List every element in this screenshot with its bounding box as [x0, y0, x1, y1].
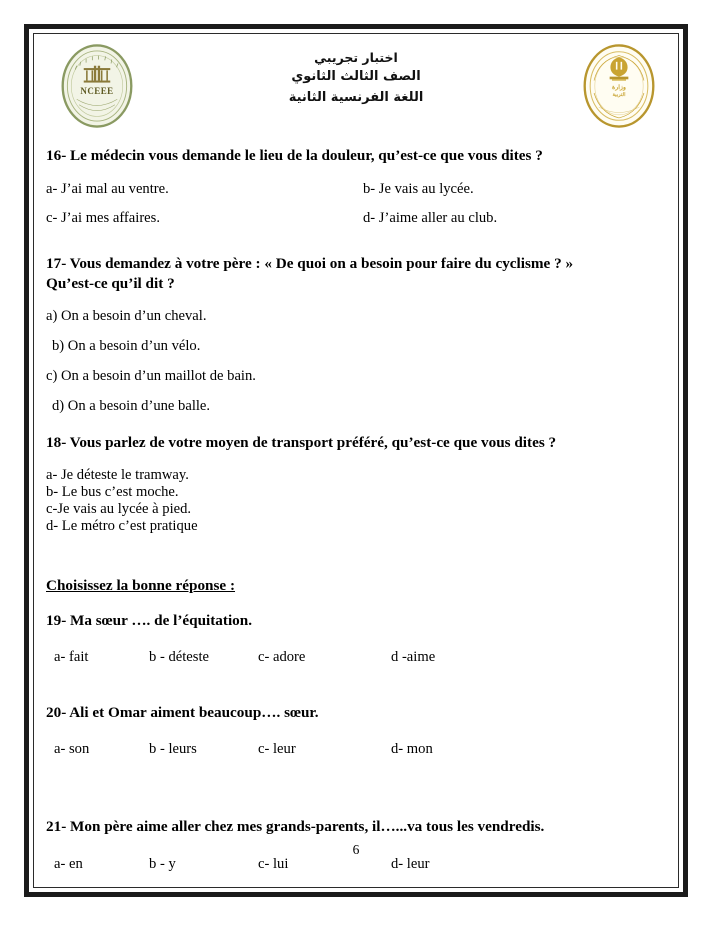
question-19-option-b[interactable]: b - déteste	[149, 649, 209, 666]
question-21-option-b[interactable]: b - y	[149, 855, 176, 872]
question-18-option-b[interactable]: b- Le bus c’est moche.	[46, 483, 179, 500]
question-16	[46, 146, 666, 238]
page-header	[46, 34, 666, 146]
question-18	[46, 433, 666, 535]
question-18-stem: 18- Vous parlez de votre moyen de transport préféré, qu’est-ce que vous dites ?	[46, 433, 557, 451]
question-19-option-c[interactable]: c- adore	[258, 649, 306, 666]
question-17-stem-line-2: Qu’est-ce qu’il dit ?	[46, 275, 175, 293]
question-20-option-d[interactable]: d- mon	[391, 741, 433, 758]
svg-text:وزارة: وزارة	[612, 84, 626, 92]
question-20	[46, 703, 666, 765]
section-heading-text: Choisissez la bonne réponse :	[46, 576, 236, 594]
nceee-seal-icon	[58, 40, 136, 132]
question-16-options-row-2	[46, 209, 666, 238]
question-20-option-a[interactable]: a- son	[54, 741, 90, 758]
svg-text:التربية: التربية	[612, 92, 626, 99]
header-line-grade: الصف الثالث الثانوي	[291, 69, 421, 85]
svg-text:NCEEE: NCEEE	[80, 85, 114, 96]
section-choose-correct-answer	[46, 577, 666, 595]
question-20-options	[46, 741, 666, 765]
question-17-option-d[interactable]: d) On a besoin d’une balle.	[52, 397, 211, 414]
question-19-stem: 19- Ma sœur …. de l’équitation.	[46, 611, 253, 629]
question-17	[46, 254, 666, 426]
question-17-option-a[interactable]: a) On a besoin d’un cheval.	[46, 307, 207, 324]
header-title-group	[166, 48, 546, 108]
question-16-stem: 16- Le médecin vous demande le lieu de la douleur, qu’est-ce que vous dites ?	[46, 147, 543, 164]
question-21-stem: 21- Mon père aime aller chez mes grands-parents, il…...va tous les vendredis.	[46, 818, 545, 836]
question-16-option-d[interactable]: d- J’aime aller au club.	[363, 210, 498, 227]
question-21-option-d[interactable]: d- leur	[391, 855, 430, 872]
question-18-option-c[interactable]: c-Je vais au lycée à pied.	[46, 500, 192, 517]
exam-page-body	[36, 34, 676, 884]
question-16-option-c[interactable]: c- J’ai mes affaires.	[46, 210, 160, 227]
question-17-option-b[interactable]: b) On a besoin d’un vélo.	[52, 337, 201, 354]
question-18-option-d[interactable]: d- Le métro c’est pratique	[46, 517, 198, 534]
exam-content	[46, 146, 666, 880]
question-17-option-d-row	[46, 397, 666, 427]
question-21-options	[46, 856, 666, 880]
question-19-options	[46, 649, 666, 673]
question-20-stem: 20- Ali et Omar aiment beaucoup…. sœur.	[46, 704, 319, 722]
header-line-subject: اللغة الفرنسية الثانية	[288, 89, 424, 105]
question-17-option-c[interactable]: c) On a besoin d’un maillot de bain.	[46, 367, 256, 384]
question-21-option-c[interactable]: c- lui	[258, 855, 289, 872]
question-21-option-a[interactable]: a- en	[54, 855, 83, 872]
question-19-option-d[interactable]: d -aime	[391, 649, 436, 666]
header-line-exam-type: اختبار تجريبي	[314, 50, 398, 65]
question-17-option-b-row	[46, 337, 666, 367]
ministry-of-education-seal-icon	[580, 40, 658, 132]
question-16-option-b[interactable]: b- Je vais au lycée.	[363, 181, 474, 198]
question-19-option-a[interactable]: a- fait	[54, 649, 89, 666]
question-17-option-c-row	[46, 367, 666, 397]
question-17-option-a-row	[46, 307, 666, 337]
question-18-option-a[interactable]: a- Je déteste le tramway.	[46, 466, 189, 483]
question-19	[46, 611, 666, 673]
question-16-options-row-1	[46, 180, 666, 209]
question-16-option-a[interactable]: a- J’ai mal au ventre.	[46, 181, 169, 198]
question-20-option-c[interactable]: c- leur	[258, 741, 296, 758]
question-18-options	[46, 467, 666, 535]
question-17-stem-line-1: 17- Vous demandez à votre père : « De quoi on a besoin pour faire du cyclisme ? »	[46, 255, 574, 273]
page-number: 6	[352, 842, 360, 857]
question-20-option-b[interactable]: b - leurs	[149, 741, 197, 758]
